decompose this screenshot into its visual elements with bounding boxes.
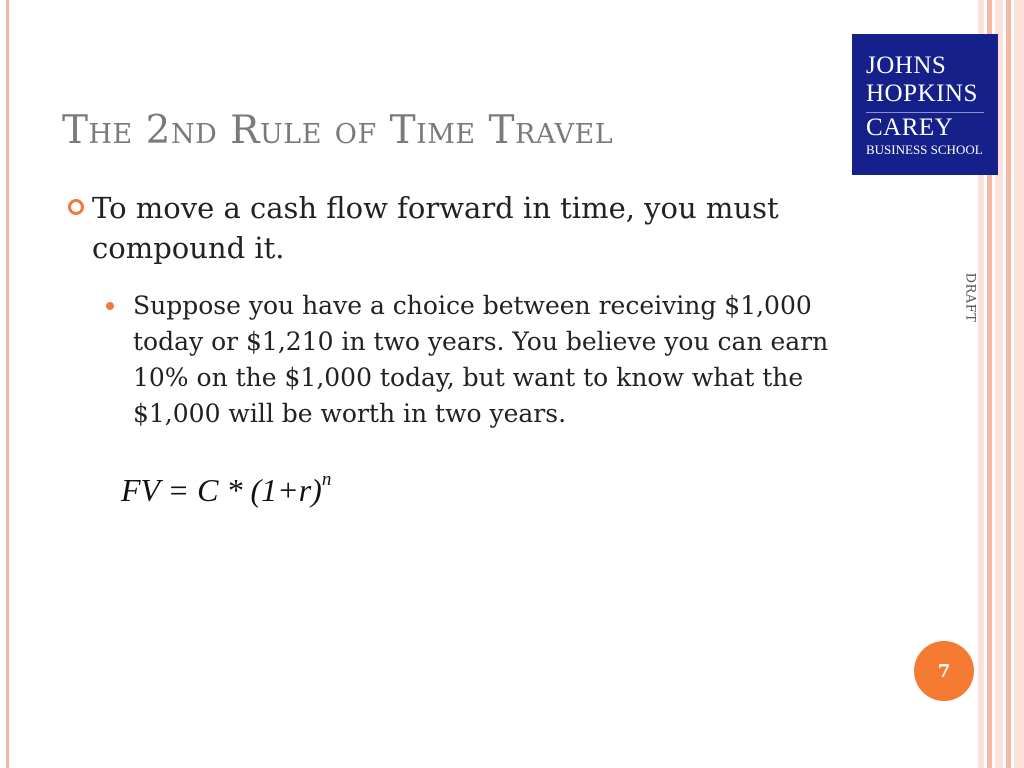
slide-title: The 2nd Rule of Time Travel [62, 108, 614, 153]
dot-bullet-icon [106, 302, 114, 310]
bullet-text-level1: To move a cash flow forward in time, you must compound it. [92, 191, 779, 265]
left-frame-line [6, 0, 9, 768]
logo-line-johns: JOHNS [866, 52, 947, 79]
formula-exponent: n [321, 469, 332, 491]
draft-label: DRAFT [962, 272, 978, 323]
right-frame-stripe [1014, 0, 1024, 768]
formula-main: FV = C * (1+r) [121, 472, 322, 508]
page-number-badge: 7 [914, 641, 974, 701]
bullet-text-level2: Suppose you have a choice between receiving $1,000 today or $1,210 in two years. You believe you can earn 10% on the $1,000 today, but want to know what the $1,000 will be worth in two years. [133, 291, 829, 428]
logo-line-business-school: BUSINESS SCHOOL [866, 142, 983, 157]
logo-divider [866, 112, 984, 113]
jhu-carey-logo [852, 34, 998, 175]
logo-line-hopkins: HOPKINS [866, 80, 978, 107]
ring-bullet-icon [68, 199, 84, 215]
logo-line-carey: CAREY [866, 114, 954, 141]
right-frame-stripe [1006, 0, 1011, 768]
future-value-formula [121, 469, 332, 509]
